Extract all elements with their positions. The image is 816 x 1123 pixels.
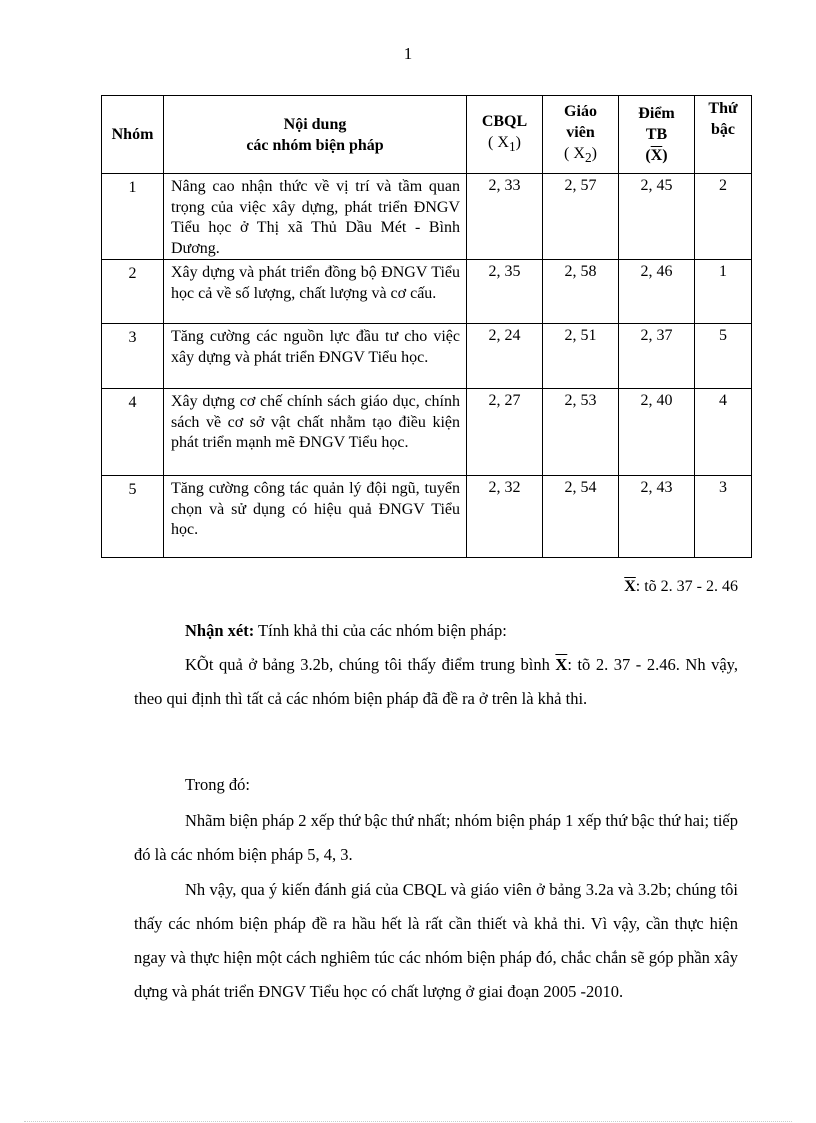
mean-symbol: $\overline{X}$ <box>624 578 636 595</box>
ranking-text: Nhãm biện pháp 2 xếp thứ bậc thứ nhất; nhóm biện pháp 1 xếp thứ bậc thứ hai; tiếp đó là các nhóm biện pháp 5, 4, 3. <box>134 811 738 864</box>
table-row <box>102 174 752 260</box>
header-avg-line1: Điểm <box>638 105 675 122</box>
cell-rank: 1 <box>695 260 752 324</box>
cell-teacher: 2, 58 <box>543 260 619 324</box>
wherein-text: Trong đó: <box>185 775 250 794</box>
header-content-line2: các nhóm biện pháp <box>246 136 384 154</box>
header-cbql-close: ) <box>515 134 521 152</box>
cell-cbql: 2, 33 <box>467 174 543 260</box>
ranking-paragraph <box>134 804 738 872</box>
cell-teacher: 2, 53 <box>543 389 619 476</box>
mean-symbol: $\overline{X}$ <box>555 655 568 674</box>
header-teacher-sub: ( X <box>564 144 585 162</box>
cell-content: Nâng cao nhận thức về vị trí và tầm quan trọng của việc xây dựng, phát triển ĐNGV Tiểu học ở Thị xã Thủ Dầu Mét - Bình Dương. <box>164 174 467 260</box>
header-cbql-label: CBQL <box>481 113 528 131</box>
header-cbql <box>467 96 543 174</box>
page-number: 1 <box>403 44 413 63</box>
header-teacher <box>543 96 619 174</box>
table-row <box>102 324 752 389</box>
header-rank <box>695 96 752 174</box>
header-cbql-idx: 1 <box>508 139 516 155</box>
cell-teacher: 2, 54 <box>543 476 619 558</box>
header-avg <box>619 96 695 174</box>
cell-avg: 2, 37 <box>619 324 695 389</box>
cell-group: 5 <box>102 476 164 558</box>
cell-rank: 3 <box>695 476 752 558</box>
result-paragraph <box>134 648 738 716</box>
cell-avg: 2, 46 <box>619 260 695 324</box>
table-row <box>102 476 752 558</box>
cell-group: 2 <box>102 260 164 324</box>
cell-content: Xây dựng và phát triển đồng bộ ĐNGV Tiểu học cả về số lượng, chất lượng và cơ cấu. <box>164 260 467 324</box>
cell-cbql: 2, 35 <box>467 260 543 324</box>
cell-rank: 5 <box>695 324 752 389</box>
cell-cbql: 2, 32 <box>467 476 543 558</box>
cell-content: Xây dựng cơ chế chính sách giáo dục, chính sách về cơ sở vật chất nhằm tạo điều kiện phát triển mạnh mẽ ĐNGV Tiểu học. <box>164 389 467 476</box>
mean-symbol: $\overline{X}$ <box>650 147 663 164</box>
cell-cbql: 2, 24 <box>467 324 543 389</box>
cell-group: 3 <box>102 324 164 389</box>
header-avg-open: ( <box>645 147 651 164</box>
table-row <box>102 260 752 324</box>
header-teacher-line2: viên <box>566 123 595 141</box>
conclusion-paragraph <box>134 873 738 1009</box>
result-text-2: : tõ 2. 37 - 2.46. Nh vậy, theo qui định thì tất cả các nhóm biện pháp đã đề ra ở trên là khả thi. <box>134 655 738 708</box>
header-teacher-line1: Giáo <box>564 102 597 120</box>
table-row <box>102 389 752 476</box>
conclusion-text: Nh vậy, qua ý kiến đánh giá của CBQL và giáo viên ở bảng 3.2a và 3.2b; chúng tôi thấy các nhóm biện pháp đề ra hầu hết là rất cần thiết và khả thi. Vì vậy, cần thực hiện ngay và thực hiện một cách nghiêm túc các nhóm biện pháp đó, chắc chắn sẽ góp phần xây dựng và phát triển ĐNGV Tiểu học có chất lượng ở giai đoạn 2005 -2010. <box>134 880 738 1001</box>
cell-group: 4 <box>102 389 164 476</box>
cell-teacher: 2, 57 <box>543 174 619 260</box>
header-avg-symbol <box>621 145 692 166</box>
mean-range-text: : tõ 2. 37 - 2. 46 <box>635 578 738 595</box>
header-content-line1: Nội dung <box>283 115 347 133</box>
header-cbql-symbol <box>469 132 540 157</box>
result-text-1: KÕt quả ở bảng 3.2b, chúng tôi thấy điểm trung bình <box>185 655 556 674</box>
header-teacher-idx: 2 <box>584 150 592 166</box>
table-header-row <box>102 96 752 174</box>
header-teacher-symbol <box>545 143 616 168</box>
header-avg-line2: TB <box>645 126 668 143</box>
header-rank-line1: Thứ <box>708 100 738 117</box>
cell-rank: 4 <box>695 389 752 476</box>
cell-group: 1 <box>102 174 164 260</box>
cell-rank: 2 <box>695 174 752 260</box>
page-bottom-divider <box>24 1121 792 1122</box>
remark-label: Nhận xét: <box>185 621 255 640</box>
feasibility-table <box>101 95 752 558</box>
cell-avg: 2, 40 <box>619 389 695 476</box>
cell-cbql: 2, 27 <box>467 389 543 476</box>
wherein-paragraph <box>134 768 738 802</box>
header-teacher-close: ) <box>591 144 597 162</box>
cell-content: Tăng cường công tác quản lý đội ngũ, tuyển chọn và sử dụng có hiệu quả ĐNGV Tiểu học. <box>164 476 467 558</box>
header-content <box>164 96 467 174</box>
remark-text: Tính khả thi của các nhóm biện pháp: <box>254 621 507 640</box>
mean-range-note <box>624 578 738 596</box>
header-rank-line2: bậc <box>711 121 735 138</box>
cell-teacher: 2, 51 <box>543 324 619 389</box>
remark-paragraph <box>134 614 738 648</box>
cell-content: Tăng cường các nguồn lực đầu tư cho việc xây dựng và phát triển ĐNGV Tiểu học. <box>164 324 467 389</box>
header-cbql-sub: ( X <box>488 134 509 152</box>
header-avg-close: ) <box>662 147 668 164</box>
header-group: Nhóm <box>102 96 164 174</box>
cell-avg: 2, 45 <box>619 174 695 260</box>
cell-avg: 2, 43 <box>619 476 695 558</box>
